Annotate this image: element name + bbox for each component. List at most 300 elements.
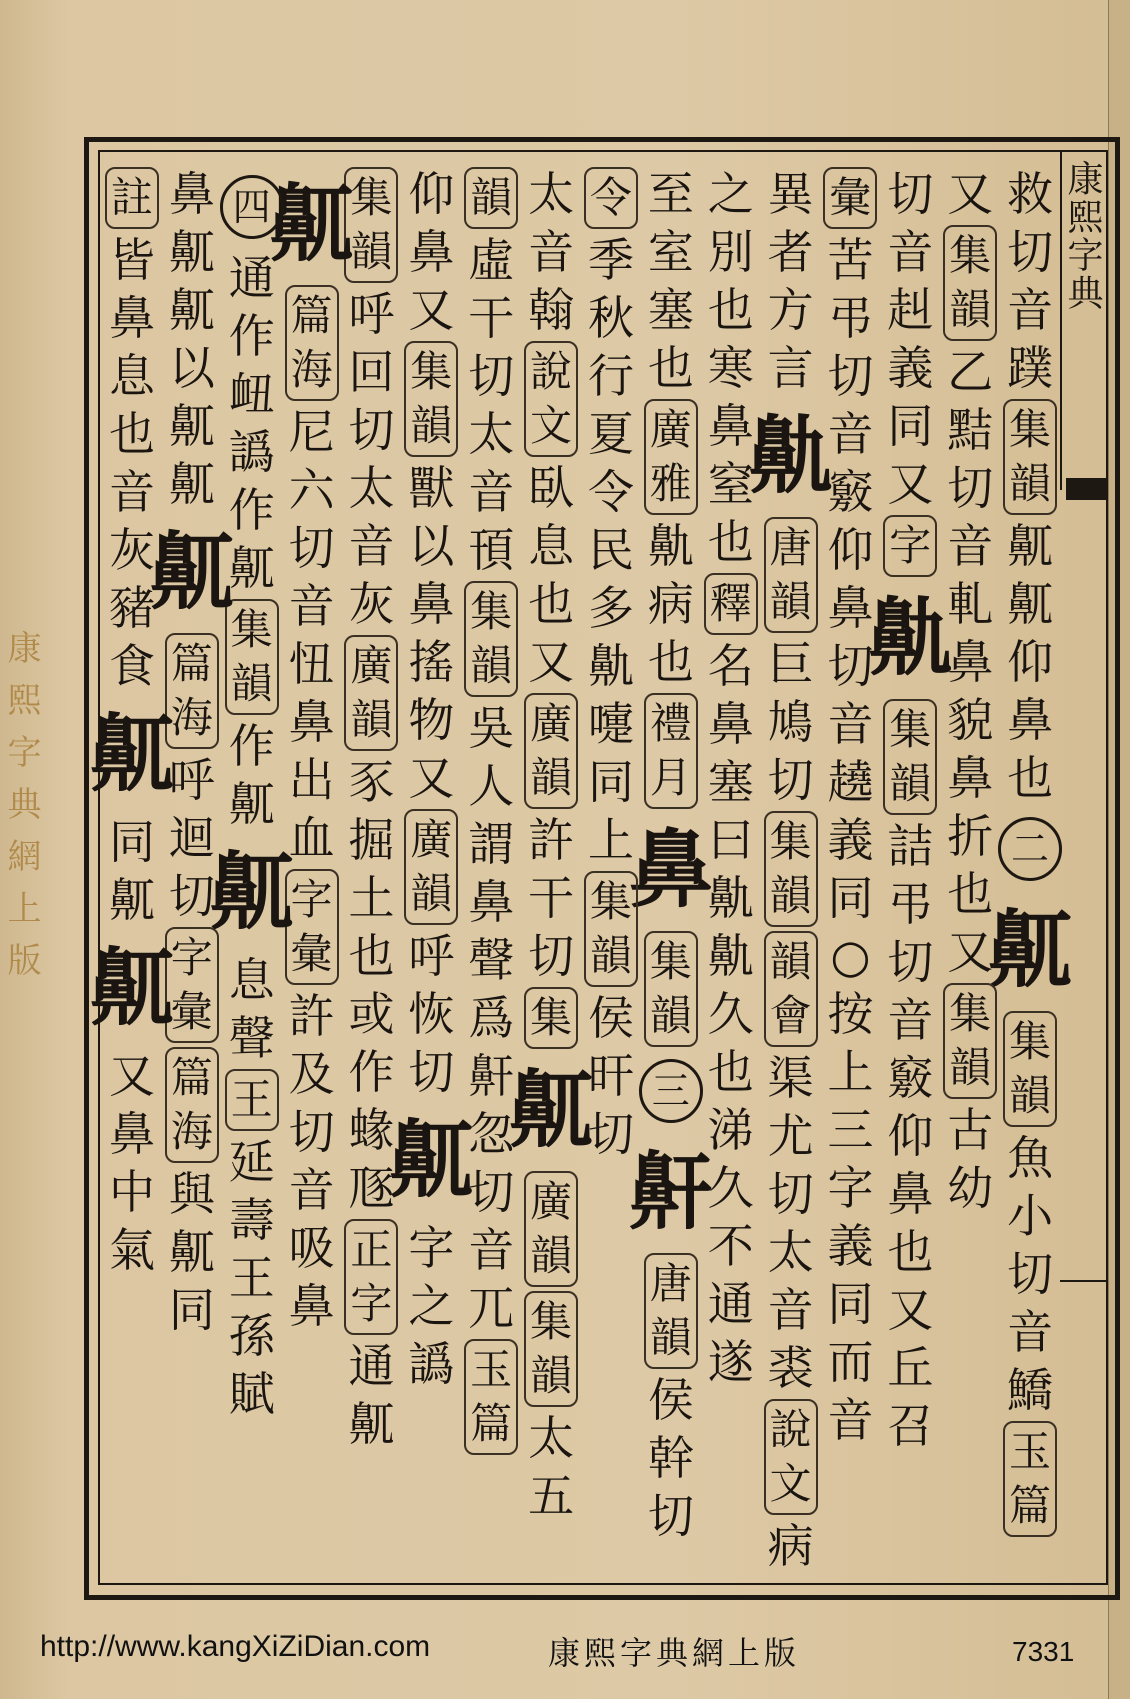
text-char: 同 (587, 755, 634, 809)
citation-char: 集 (589, 877, 632, 926)
text-char: 鼿 (168, 283, 215, 337)
citation-char: 彙 (170, 987, 213, 1036)
text-char: 召 (887, 1399, 934, 1453)
text-char: 異 (767, 167, 814, 221)
text-char: 方 (767, 283, 814, 337)
text-char: 渠 (767, 1051, 814, 1105)
text-char: 也 (647, 635, 694, 689)
text-char: 切 (827, 349, 874, 403)
text-char: 幹 (647, 1431, 694, 1485)
text-char: 秋 (587, 291, 634, 345)
headword: 鼿 (89, 704, 174, 803)
text-char: 至 (647, 167, 694, 221)
citation-char: 篇 (170, 1053, 213, 1102)
text-char: 室 (647, 225, 694, 279)
citation-char: 集 (470, 587, 513, 636)
text-char: 中 (108, 1165, 155, 1219)
citation-char: 禮 (649, 699, 692, 748)
headword: 鼿 (149, 522, 234, 621)
text-char: 三 (827, 1103, 874, 1157)
side-watermark-label: 康熙字典網上版 (1, 630, 41, 994)
text-char: 或 (348, 987, 395, 1041)
text-char: 鼻 (168, 167, 215, 221)
text-char: 通 (228, 251, 275, 305)
source-citation (883, 699, 937, 815)
headword: 鼾 (628, 1142, 713, 1241)
text-char: 也 (528, 577, 575, 631)
text-char: 干 (528, 871, 575, 925)
text-char: 鼿 (168, 225, 215, 279)
headword: 鼿 (509, 1060, 594, 1159)
citation-char: 集 (1009, 405, 1052, 454)
text-char: 鼿 (168, 457, 215, 511)
text-char: 音 (348, 519, 395, 573)
text-char: 以 (408, 519, 455, 573)
text-char: 詰 (887, 819, 934, 873)
citation-char: 韻 (410, 869, 453, 918)
text-char: 窒 (707, 457, 754, 511)
text-char: 久 (707, 987, 754, 1041)
source-citation (644, 931, 698, 1047)
source-citation (943, 225, 997, 341)
text-char: 鼻 (108, 1107, 155, 1161)
text-char: 食 (108, 639, 155, 693)
citation-char: 韻 (350, 695, 393, 744)
text-char: 通 (348, 1339, 395, 1393)
text-char: 人 (468, 759, 515, 813)
text-char: 黠 (947, 403, 994, 457)
text-char: 鼿 (168, 1225, 215, 1279)
text-char: 音 (1007, 283, 1054, 337)
text-char: 音 (1007, 1305, 1054, 1359)
text-char: 豕 (348, 755, 395, 809)
text-char: 侯 (587, 991, 634, 1045)
text-char: 鼿 (1007, 519, 1054, 573)
source-citation (764, 931, 818, 1047)
text-char: 同 (887, 399, 934, 453)
citation-char: 廣 (530, 699, 573, 748)
citation-char: 註 (110, 173, 153, 222)
text-char: 音 (767, 1283, 814, 1337)
running-title: 康熙字典 (1062, 160, 1103, 312)
source-citation (943, 983, 997, 1099)
text-char: 氣 (108, 1223, 155, 1277)
footer-title: 康熙字典網上版 (548, 1634, 801, 1672)
source-citation (105, 167, 159, 229)
source-citation (764, 811, 818, 927)
text-char: 鼻 (108, 291, 155, 345)
headword: 鼽 (748, 406, 833, 505)
text-char: 息 (108, 349, 155, 403)
text-char: 切 (1007, 225, 1054, 279)
text-char: 切 (528, 929, 575, 983)
citation-char: 集 (769, 817, 812, 866)
source-citation (464, 581, 518, 697)
text-char: 五 (528, 1469, 575, 1523)
text-column (344, 165, 398, 1580)
text-char: 及 (288, 1047, 335, 1101)
text-char: 回 (348, 345, 395, 399)
stroke-count-marker: 二 (998, 817, 1062, 881)
text-char: 太 (528, 167, 575, 221)
citation-char: 字 (889, 521, 932, 570)
text-char: 鳩 (767, 695, 814, 749)
citation-char: 韻 (949, 1043, 992, 1092)
citation-char: 韻 (769, 577, 812, 626)
text-char: 翰 (528, 283, 575, 337)
text-char: 別 (707, 225, 754, 279)
text-char: 塞 (647, 283, 694, 337)
text-char: ○ (830, 929, 871, 983)
text-char: 吳 (468, 701, 515, 755)
text-char: 也 (887, 1225, 934, 1279)
source-citation (344, 1219, 398, 1335)
text-char: 救 (1007, 167, 1054, 221)
text-char: 謂 (468, 817, 515, 871)
text-char: 折 (947, 809, 994, 863)
text-char: 壽 (228, 1193, 275, 1247)
text-char: 苦 (827, 233, 874, 287)
text-char: 病 (647, 577, 694, 631)
text-char: 夏 (587, 407, 634, 461)
text-column (988, 165, 1073, 1580)
text-char: 丘 (887, 1341, 934, 1395)
text-char: 音 (827, 697, 874, 751)
source-citation (524, 341, 578, 457)
text-char: 病 (767, 1519, 814, 1573)
text-char: 太 (528, 1411, 575, 1465)
text-char: 令 (587, 465, 634, 519)
text-char: 又 (528, 635, 575, 689)
text-char: 上 (587, 813, 634, 867)
text-char: 而 (827, 1335, 874, 1389)
citation-char: 篇 (290, 291, 333, 340)
text-char: 切 (887, 167, 934, 221)
citation-char: 集 (350, 173, 393, 222)
text-char: 竅 (827, 465, 874, 519)
text-char: 鼻 (468, 875, 515, 929)
text-char: 爲 (468, 991, 515, 1045)
text-char: 音 (468, 465, 515, 519)
text-char: 上 (827, 1045, 874, 1099)
text-char: 鼻 (408, 577, 455, 631)
text-char: 之 (408, 1279, 455, 1333)
citation-char: 韻 (530, 1351, 573, 1400)
text-column (149, 165, 234, 1580)
source-citation (1003, 1421, 1057, 1537)
text-char: 義 (887, 341, 934, 395)
text-char: 賦 (228, 1367, 275, 1421)
text-char: 音 (528, 225, 575, 279)
citation-char: 韻 (1009, 459, 1052, 508)
citation-char: 集 (530, 993, 573, 1042)
text-char: 貌 (947, 693, 994, 747)
text-char: 軋 (947, 577, 994, 631)
text-char: 也 (108, 407, 155, 461)
citation-char: 韻 (470, 173, 513, 222)
citation-char: 玉 (1009, 1427, 1052, 1476)
citation-char: 篇 (470, 1399, 513, 1448)
text-char: 息 (228, 953, 275, 1007)
text-char: 作 (228, 719, 275, 773)
text-char: 孫 (228, 1309, 275, 1363)
text-char: 義 (827, 1219, 874, 1273)
text-char: 許 (528, 813, 575, 867)
citation-char: 韻 (769, 871, 812, 920)
text-column (89, 165, 174, 1580)
text-char: 也 (707, 515, 754, 569)
headword: 鼿 (988, 900, 1073, 999)
text-char: 切 (827, 639, 874, 693)
text-char: 呼 (408, 929, 455, 983)
text-char: 譌 (408, 1337, 455, 1391)
headword: 鼿 (209, 842, 294, 941)
text-char: 搖 (408, 635, 455, 689)
text-char: 鼻 (707, 399, 754, 453)
text-char: 赳 (887, 283, 934, 337)
text-char: 同 (827, 1277, 874, 1331)
text-char: 又 (108, 1049, 155, 1103)
text-char: 切 (647, 1489, 694, 1543)
text-char: 切 (1007, 1247, 1054, 1301)
text-char: 尤 (767, 1109, 814, 1163)
citation-char: 韻 (1009, 1071, 1052, 1120)
citation-char: 韻 (530, 1231, 573, 1280)
text-char: 蹼 (1007, 341, 1054, 395)
citation-char: 集 (889, 705, 932, 754)
text-column (509, 165, 594, 1580)
text-char: 許 (288, 989, 335, 1043)
text-char: 音 (468, 1223, 515, 1277)
text-char: 也 (348, 929, 395, 983)
text-char: 頇 (468, 523, 515, 577)
text-char: 作 (348, 1045, 395, 1099)
source-citation (644, 1253, 698, 1369)
text-char: 六 (288, 463, 335, 517)
citation-char: 令 (589, 173, 632, 222)
text-char: 同 (168, 1283, 215, 1337)
text-char: 作 (228, 483, 275, 537)
citation-char: 集 (649, 937, 692, 986)
text-char: 又 (887, 457, 934, 511)
headword: 鼿 (269, 174, 354, 273)
text-char: 古 (947, 1103, 994, 1157)
stroke-count-marker: 四 (220, 175, 284, 239)
text-char: 蝝 (348, 1103, 395, 1157)
text-char: 王 (228, 1251, 275, 1305)
citation-char: 海 (170, 693, 213, 742)
source-citation (644, 399, 698, 515)
text-char: 鼿 (228, 541, 275, 595)
citation-char: 集 (949, 231, 992, 280)
text-char: 行 (587, 349, 634, 403)
text-char: 塞 (707, 755, 754, 809)
citation-char: 篇 (1009, 1481, 1052, 1530)
text-char: 音 (827, 1393, 874, 1447)
text-char: 音 (887, 993, 934, 1047)
text-char: 鼽 (707, 871, 754, 925)
text-char: 音 (108, 465, 155, 519)
citation-char: 唐 (769, 523, 812, 572)
text-char: 裘 (767, 1341, 814, 1395)
text-char: 曰 (707, 813, 754, 867)
text-char: 久 (707, 1161, 754, 1215)
citation-char: 韻 (530, 753, 573, 802)
text-char: 名 (707, 639, 754, 693)
fishtail-mark (1066, 478, 1106, 500)
footer-url[interactable]: http://www.kangXiZiDian.com (40, 1630, 431, 1663)
source-citation (584, 167, 638, 229)
text-char: 音 (827, 407, 874, 461)
source-citation (344, 635, 398, 751)
text-char: 豬 (108, 581, 155, 635)
source-citation (764, 1399, 818, 1515)
citation-char: 王 (230, 1075, 273, 1124)
citation-char: 說 (769, 1405, 812, 1454)
text-char: 切 (468, 349, 515, 403)
text-char: 同 (108, 815, 155, 869)
text-char: 切 (587, 1107, 634, 1161)
citation-char: 會 (769, 991, 812, 1040)
headword: 鼿 (389, 1110, 474, 1209)
citation-char: 廣 (530, 1177, 573, 1226)
citation-char: 韻 (410, 401, 453, 450)
text-char: 臥 (528, 461, 575, 515)
fold-line (1060, 1280, 1108, 1282)
citation-char: 說 (530, 347, 573, 396)
headword: 鼿 (89, 938, 174, 1037)
text-char: 魚 (1007, 1131, 1054, 1185)
text-char: 鼾 (468, 1049, 515, 1103)
text-char: 字 (827, 1161, 874, 1215)
text-char: 弔 (827, 291, 874, 345)
text-char: 切 (168, 869, 215, 923)
text-column (464, 165, 518, 1580)
text-char: 嚏 (587, 697, 634, 751)
dictionary-text-area (89, 165, 1073, 1580)
text-char: 鼻 (887, 1167, 934, 1221)
text-char: 與 (168, 1167, 215, 1221)
citation-char: 韻 (589, 931, 632, 980)
text-char: 切 (947, 461, 994, 515)
text-column (584, 165, 638, 1580)
text-char: 掘 (348, 813, 395, 867)
citation-char: 唐 (649, 1259, 692, 1308)
source-citation (524, 1171, 578, 1287)
text-char: 竅 (887, 1051, 934, 1105)
text-char: 物 (408, 693, 455, 747)
text-char: 鼻 (947, 751, 994, 805)
text-char: 呼 (168, 753, 215, 807)
citation-char: 彙 (290, 929, 333, 978)
text-char: 乙 (947, 345, 994, 399)
text-char: 言 (767, 341, 814, 395)
text-char: 又 (947, 925, 994, 979)
text-char: 切 (288, 521, 335, 575)
footer (0, 1610, 1130, 1699)
text-char: 血 (288, 811, 335, 865)
citation-char: 玉 (470, 1345, 513, 1394)
source-citation (1003, 1011, 1057, 1127)
text-char: 切 (887, 935, 934, 989)
source-citation (464, 167, 518, 229)
text-char: 音 (288, 1163, 335, 1217)
source-citation (225, 1069, 279, 1131)
text-char: 鼻 (707, 697, 754, 751)
text-column (748, 165, 833, 1580)
citation-char: 字 (290, 875, 333, 924)
text-char: 幼 (947, 1161, 994, 1215)
citation-char: 正 (350, 1225, 393, 1274)
text-char: 出 (288, 753, 335, 807)
text-char: 鼻 (408, 225, 455, 279)
citation-char: 韻 (949, 285, 992, 334)
text-char: 灰 (348, 577, 395, 631)
text-char: 也 (1007, 751, 1054, 805)
text-char: 鼽 (707, 929, 754, 983)
citation-char: 海 (290, 345, 333, 394)
text-char: 涕 (707, 1103, 754, 1157)
citation-char: 字 (170, 933, 213, 982)
text-char: 鼻 (288, 695, 335, 749)
text-char: 鼿 (108, 873, 155, 927)
text-char: 聲 (228, 1011, 275, 1065)
citation-char: 廣 (350, 641, 393, 690)
text-char: 按 (827, 987, 874, 1041)
text-column (209, 165, 294, 1580)
text-char: 衄 (228, 367, 275, 421)
text-char: 切 (348, 403, 395, 457)
citation-char: 文 (769, 1459, 812, 1508)
text-char: 巨 (767, 637, 814, 691)
citation-char: 韻 (230, 659, 273, 708)
source-citation (404, 341, 458, 457)
text-char: 呼 (348, 287, 395, 341)
text-char: 弔 (887, 877, 934, 931)
source-citation (764, 517, 818, 633)
text-char: 虛 (468, 233, 515, 287)
text-char: 多 (587, 581, 634, 635)
text-char: 忽 (468, 1107, 515, 1161)
text-char: 鱎 (1007, 1363, 1054, 1417)
text-column (868, 165, 953, 1580)
text-char: 寒 (707, 341, 754, 395)
text-char: 仰 (827, 523, 874, 577)
text-char: 音 (887, 225, 934, 279)
text-char: 仰 (887, 1109, 934, 1163)
text-char: 又 (408, 751, 455, 805)
text-char: 迴 (168, 811, 215, 865)
text-char: 義 (827, 813, 874, 867)
source-citation (524, 1291, 578, 1407)
citation-char: 集 (230, 605, 273, 654)
text-char: 鼿 (228, 777, 275, 831)
source-citation (524, 987, 578, 1049)
text-char: 之 (707, 167, 754, 221)
citation-char: 字 (350, 1279, 393, 1328)
text-char: 侯 (647, 1373, 694, 1427)
text-char: 者 (767, 225, 814, 279)
text-char: 以 (168, 341, 215, 395)
text-char: 太 (468, 407, 515, 461)
citation-char: 韻 (889, 759, 932, 808)
source-citation (704, 573, 758, 635)
text-char: 鼽 (647, 519, 694, 573)
text-char: 獸 (408, 461, 455, 515)
citation-char: 月 (649, 753, 692, 802)
source-citation (823, 167, 877, 229)
text-char: 季 (587, 233, 634, 287)
